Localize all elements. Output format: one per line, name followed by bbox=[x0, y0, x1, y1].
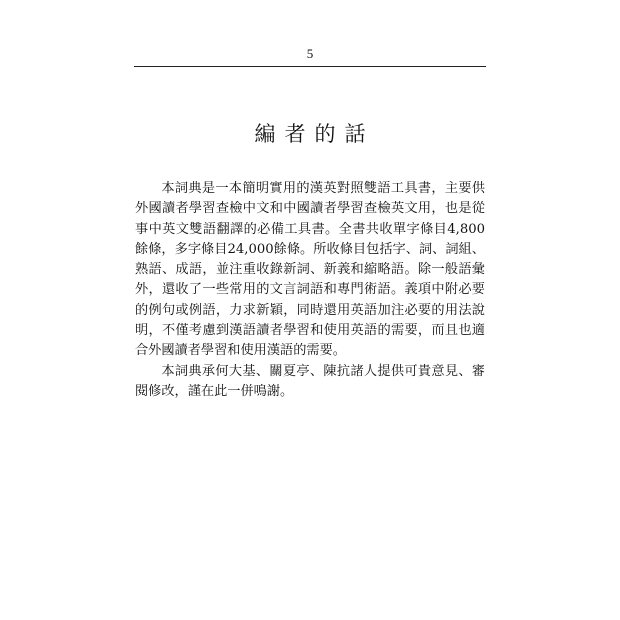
page-number: 5 bbox=[306, 46, 314, 61]
page-title: 編者的話 bbox=[254, 122, 375, 146]
header-rule bbox=[134, 66, 486, 67]
paragraph-acknowledgement: 本詞典承何大基、關夏亭、陳抗諸人提供可貴意見、審閱修改，謹在此一併鳴謝。 bbox=[135, 363, 485, 399]
paragraph-intro: 本詞典是一本簡明實用的漢英對照雙語工具書，主要供外國讀者學習查檢中文和中國讀者學習查檢英文用，也是從事中英文雙語翻譯的必備工具書。全書共收單字條目4,800餘條，多字條目24,000餘條。所收條目包括字、詞、詞組、熟語、成語，並注重收錄新詞、新義和縮略語。除一般語彙外，還收了一些常用的文言詞語和專門術語。義項中附必要的例句或例語，力求新穎，同時還用英語加注必要的用法說明，不僅考慮到漢語讀者學習和使用英語的需要，而且也適合外國讀者學習和使用漢語的需要。 bbox=[135, 181, 485, 359]
body-text bbox=[135, 179, 485, 402]
